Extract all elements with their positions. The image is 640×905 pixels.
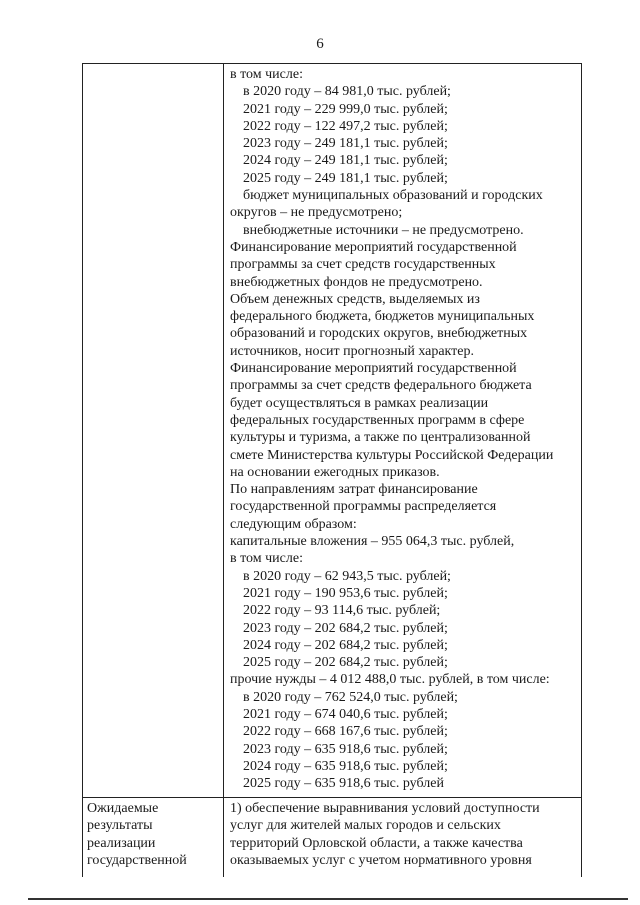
funding-line: в 2020 году – 84 981,0 тыс. рублей; xyxy=(243,84,451,100)
funding-line: 2021 году – 674 040,6 тыс. рублей; xyxy=(243,706,448,722)
results-label-line: государственной xyxy=(87,852,187,868)
funding-line: 2023 году – 249 181,1 тыс. рублей; xyxy=(243,136,448,152)
results-value-line: оказываемых услуг с учетом нормативного уровня xyxy=(230,852,532,868)
funding-line: будет осуществляться в рамках реализации xyxy=(230,395,489,411)
funding-line: Объем денежных средств, выделяемых из xyxy=(230,291,480,307)
program-passport-table xyxy=(82,63,582,877)
results-row-label xyxy=(87,800,221,869)
funding-line: Финансирование мероприятий государственной xyxy=(230,361,517,377)
funding-line: программы за счет средств государственных xyxy=(230,257,496,273)
funding-line: 2024 году – 635 918,6 тыс. рублей; xyxy=(243,758,448,774)
funding-line: смете Министерства культуры Российской Федерации xyxy=(230,447,554,463)
funding-line: 2022 году – 122 497,2 тыс. рублей; xyxy=(243,118,448,134)
results-label-line: результаты xyxy=(87,818,153,834)
results-value-line: 1) обеспечение выравнивания условий доступности xyxy=(230,801,540,816)
column-divider xyxy=(223,64,224,877)
funding-line: культуры и туризма, а также по централизованной xyxy=(230,430,531,446)
funding-line: Финансирование мероприятий государственной xyxy=(230,239,517,255)
funding-line: 2025 году – 635 918,6 тыс. рублей xyxy=(243,776,444,792)
funding-line: 2021 году – 229 999,0 тыс. рублей; xyxy=(243,101,448,117)
funding-line: в том числе: xyxy=(230,551,303,567)
funding-line: 2024 году – 249 181,1 тыс. рублей; xyxy=(243,153,448,169)
results-value-line: услуг для жителей малых городов и сельских xyxy=(230,818,501,834)
funding-line: федеральных государственных программ в сфере xyxy=(230,412,525,428)
funding-line: государственной программы распределяется xyxy=(230,499,497,515)
funding-line: в 2020 году – 62 943,5 тыс. рублей; xyxy=(243,568,451,584)
funding-line: в 2020 году – 762 524,0 тыс. рублей; xyxy=(243,689,458,705)
results-row-value xyxy=(230,800,580,869)
funding-line: 2023 году – 202 684,2 тыс. рублей; xyxy=(243,620,448,636)
funding-line: в том числе: xyxy=(230,67,303,82)
funding-line: федерального бюджета, бюджетов муниципальных xyxy=(230,309,535,325)
results-label-line: реализации xyxy=(87,835,156,851)
funding-line: округов – не предусмотрено; xyxy=(230,205,403,221)
results-value-line: территорий Орловской области, а также качества xyxy=(230,835,523,851)
funding-line: 2022 году – 93 114,6 тыс. рублей; xyxy=(243,603,441,619)
funding-cell xyxy=(230,66,580,792)
funding-line: внебюджетных фондов не предусмотрено. xyxy=(230,274,483,290)
funding-line: внебюджетные источники – не предусмотрено. xyxy=(243,222,524,238)
results-label-line: Ожидаемые xyxy=(87,801,159,816)
funding-line: на основании ежегодных приказов. xyxy=(230,464,440,480)
funding-line: бюджет муниципальных образований и городских xyxy=(243,188,543,204)
funding-line: 2025 году – 249 181,1 тыс. рублей; xyxy=(243,170,448,186)
row-divider xyxy=(83,797,581,798)
funding-line: 2023 году – 635 918,6 тыс. рублей; xyxy=(243,741,448,757)
funding-line: источников, носит прогнозный характер. xyxy=(230,343,475,359)
funding-line: прочие нужды – 4 012 488,0 тыс. рублей, в том числе: xyxy=(230,672,550,688)
funding-line: капитальные вложения – 955 064,3 тыс. рублей, xyxy=(230,534,515,550)
page-bottom-rule xyxy=(28,898,628,900)
funding-line: образований и городских округов, внебюджетных xyxy=(230,326,528,342)
funding-line: 2025 году – 202 684,2 тыс. рублей; xyxy=(243,655,448,671)
funding-line: 2021 году – 190 953,6 тыс. рублей; xyxy=(243,585,448,601)
funding-line: программы за счет средств федерального бюджета xyxy=(230,378,532,394)
funding-line: По направлениям затрат финансирование xyxy=(230,482,478,498)
funding-line: следующим образом: xyxy=(230,516,357,532)
page-number: 6 xyxy=(316,36,324,52)
funding-line: 2022 году – 668 167,6 тыс. рублей; xyxy=(243,724,448,740)
funding-line: 2024 году – 202 684,2 тыс. рублей; xyxy=(243,637,448,653)
